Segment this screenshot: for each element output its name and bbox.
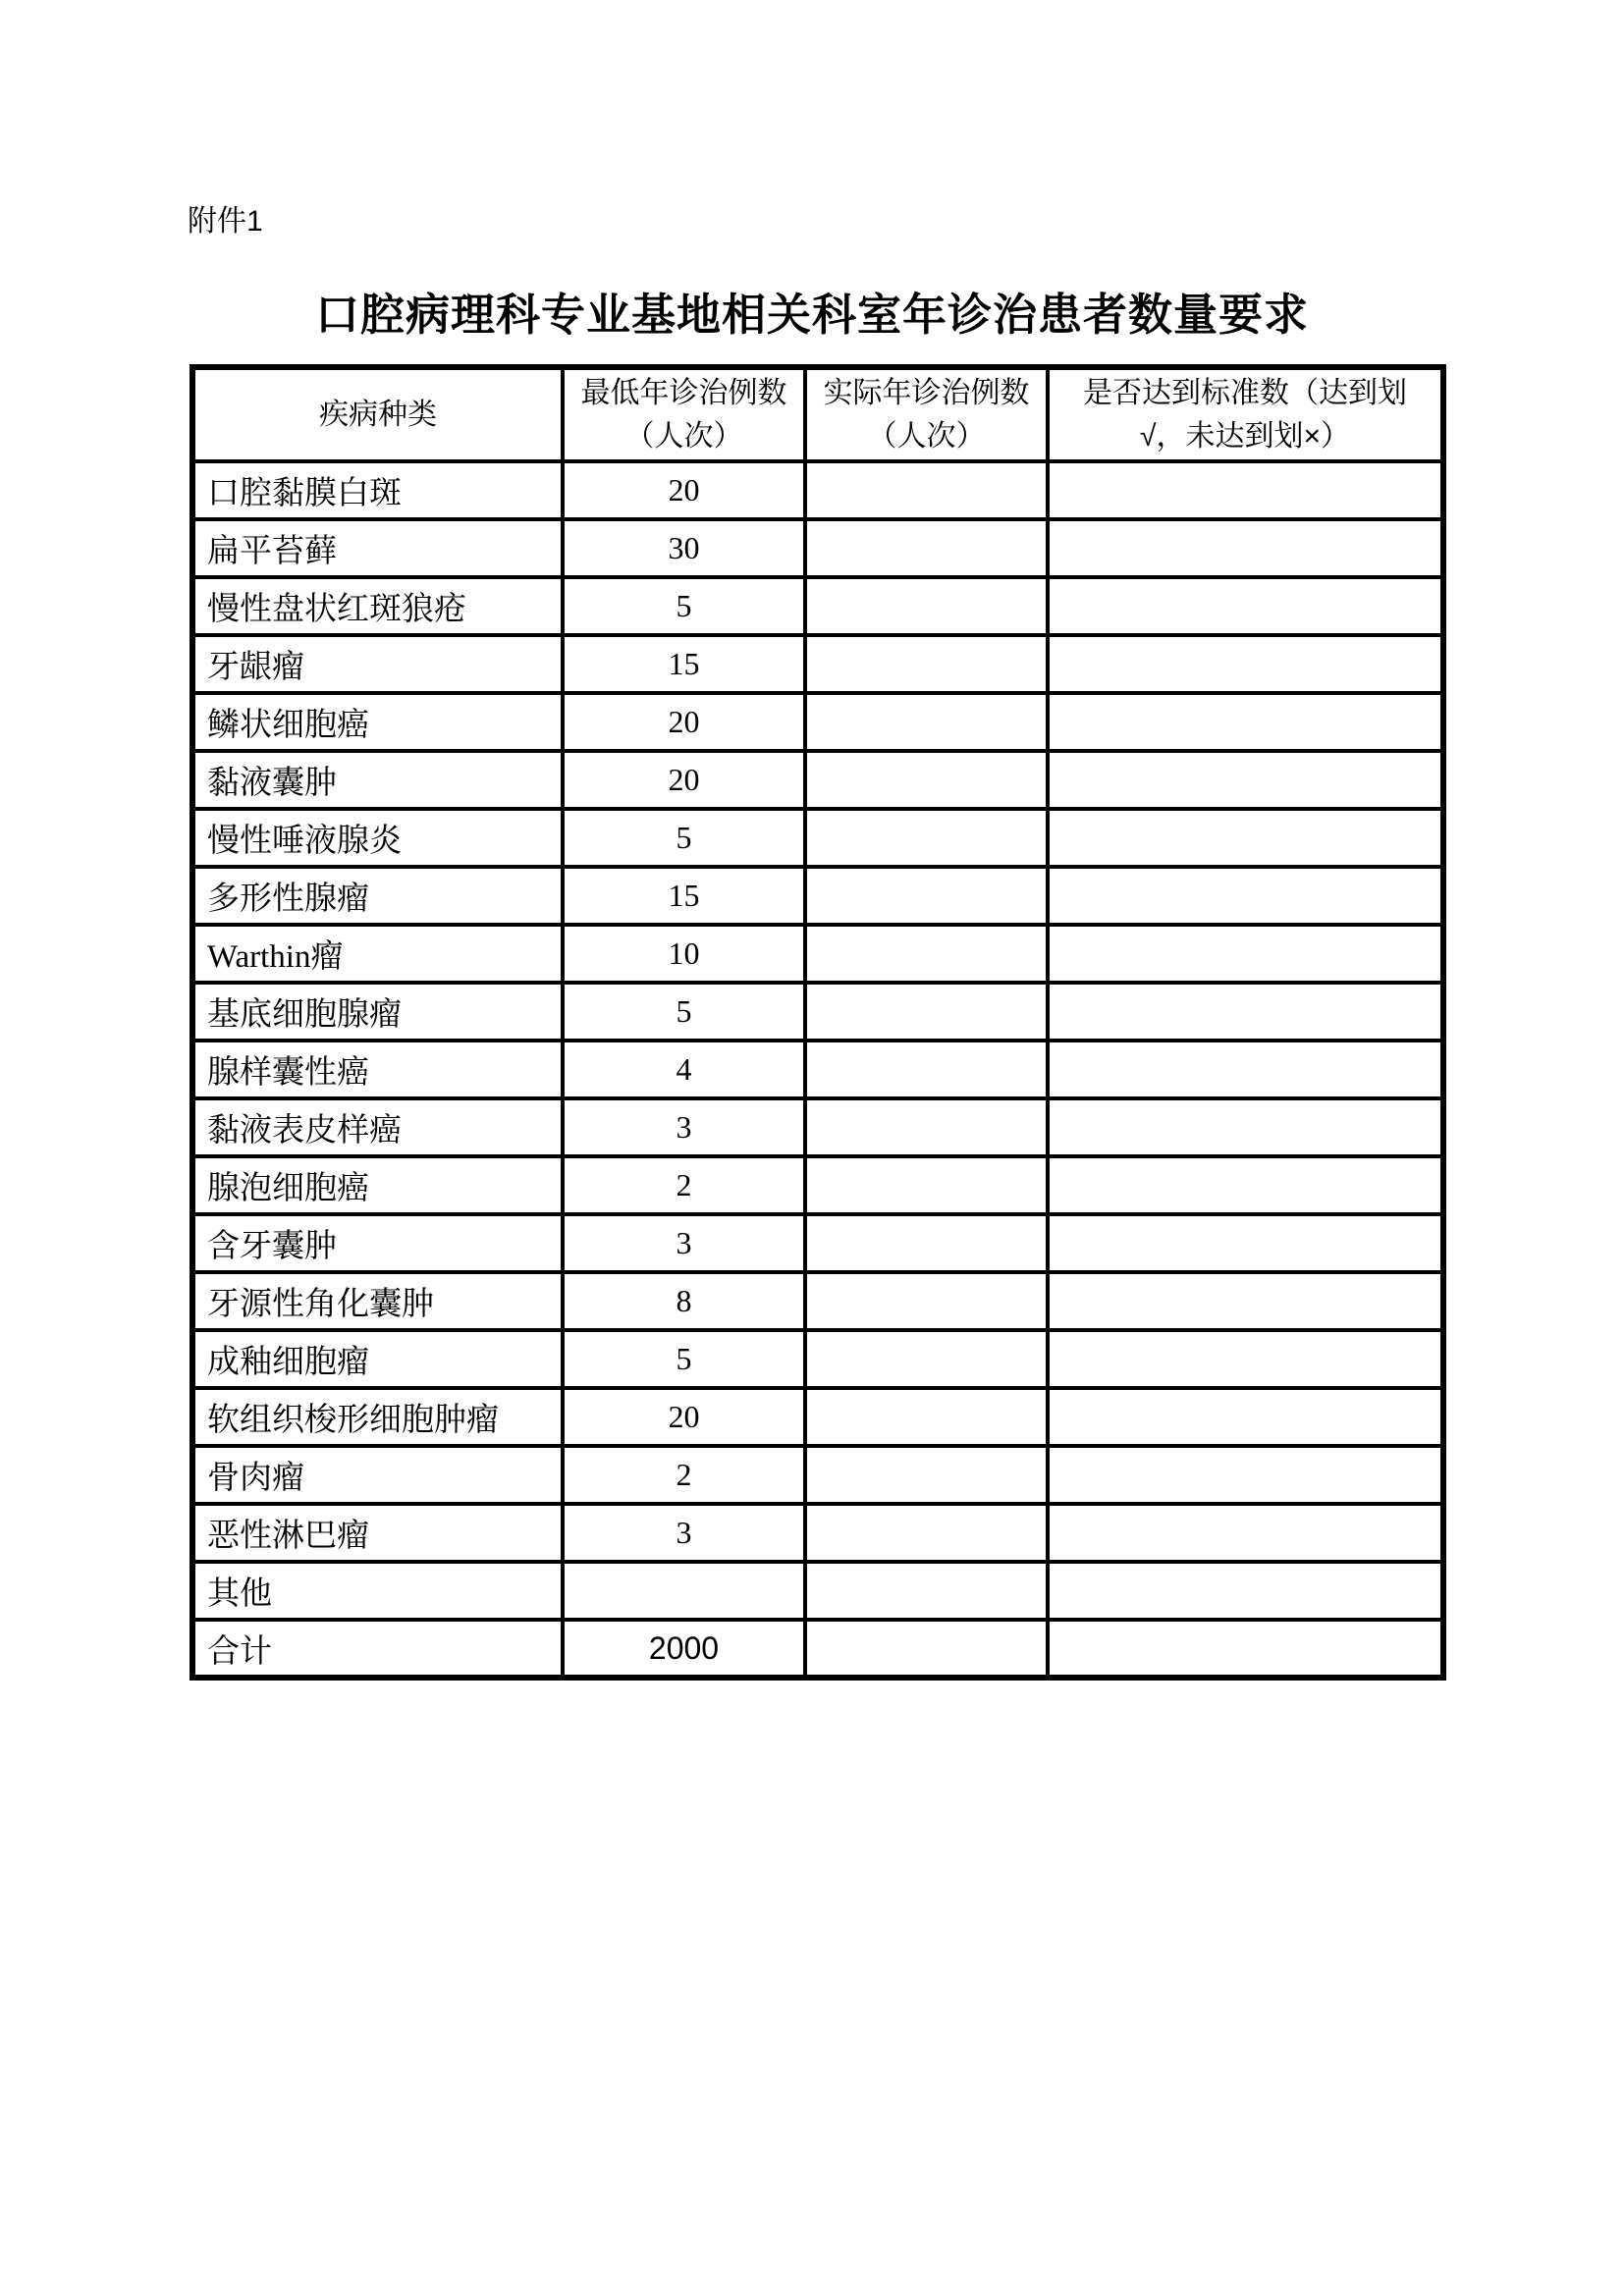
min-cases-cell: 2 bbox=[563, 1156, 805, 1214]
actual-cases-cell bbox=[805, 461, 1048, 519]
min-cases-cell: 10 bbox=[563, 925, 805, 983]
page-title: 口腔病理科专业基地相关科室年诊治患者数量要求 bbox=[314, 291, 1309, 340]
total-standard-met-cell bbox=[1048, 1620, 1443, 1678]
table-row bbox=[192, 1388, 1443, 1446]
table-row bbox=[192, 1504, 1443, 1562]
requirements-table bbox=[189, 364, 1446, 1681]
actual-cases-cell bbox=[805, 1041, 1048, 1098]
disease-cell: 成釉细胞瘤 bbox=[192, 1330, 563, 1388]
actual-cases-cell bbox=[805, 1214, 1048, 1272]
standard-met-cell bbox=[1048, 1504, 1443, 1562]
standard-met-cell bbox=[1048, 809, 1443, 867]
table-row bbox=[192, 519, 1443, 577]
actual-cases-cell bbox=[805, 1446, 1048, 1504]
actual-cases-cell bbox=[805, 867, 1048, 925]
min-cases-cell: 8 bbox=[563, 1272, 805, 1330]
table-row bbox=[192, 1272, 1443, 1330]
disease-cell: 鳞状细胞癌 bbox=[192, 693, 563, 751]
standard-met-cell bbox=[1048, 1446, 1443, 1504]
actual-cases-cell bbox=[805, 635, 1048, 693]
min-cases-cell: 30 bbox=[563, 519, 805, 577]
disease-cell: 其他 bbox=[192, 1562, 563, 1620]
min-cases-cell: 15 bbox=[563, 867, 805, 925]
table-row bbox=[192, 577, 1443, 635]
min-cases-cell: 5 bbox=[563, 809, 805, 867]
disease-cell: 软组织梭形细胞肿瘤 bbox=[192, 1388, 563, 1446]
standard-met-cell bbox=[1048, 1562, 1443, 1620]
min-cases-cell: 4 bbox=[563, 1041, 805, 1098]
min-cases-cell: 5 bbox=[563, 577, 805, 635]
min-cases-cell: 5 bbox=[563, 1330, 805, 1388]
actual-cases-cell bbox=[805, 751, 1048, 809]
header-standard-met: 是否达到标准数（达到划√，未达到划×） bbox=[1048, 367, 1443, 461]
total-label-cell: 合计 bbox=[192, 1620, 563, 1678]
table-row bbox=[192, 809, 1443, 867]
disease-cell: 腺样囊性癌 bbox=[192, 1041, 563, 1098]
disease-cell: 牙源性角化囊肿 bbox=[192, 1272, 563, 1330]
actual-cases-cell bbox=[805, 925, 1048, 983]
min-cases-cell bbox=[563, 1562, 805, 1620]
disease-cell: 扁平苔藓 bbox=[192, 519, 563, 577]
actual-cases-cell bbox=[805, 1098, 1048, 1156]
table-row bbox=[192, 1446, 1443, 1504]
disease-cell: 骨肉瘤 bbox=[192, 1446, 563, 1504]
table-row bbox=[192, 1330, 1443, 1388]
standard-met-cell bbox=[1048, 1041, 1443, 1098]
disease-cell: 腺泡细胞癌 bbox=[192, 1156, 563, 1214]
actual-cases-cell bbox=[805, 809, 1048, 867]
min-cases-cell: 20 bbox=[563, 1388, 805, 1446]
attachment-label: 附件1 bbox=[188, 205, 263, 238]
actual-cases-cell bbox=[805, 577, 1048, 635]
disease-cell: 慢性盘状红斑狼疮 bbox=[192, 577, 563, 635]
disease-cell: Warthin瘤 bbox=[192, 925, 563, 983]
standard-met-cell bbox=[1048, 925, 1443, 983]
table-row bbox=[192, 461, 1443, 519]
standard-met-cell bbox=[1048, 751, 1443, 809]
standard-met-cell bbox=[1048, 693, 1443, 751]
actual-cases-cell bbox=[805, 1562, 1048, 1620]
min-cases-cell: 15 bbox=[563, 635, 805, 693]
table-row bbox=[192, 635, 1443, 693]
actual-cases-cell bbox=[805, 519, 1048, 577]
standard-met-cell bbox=[1048, 867, 1443, 925]
header-disease: 疾病种类 bbox=[192, 367, 563, 461]
min-cases-cell: 20 bbox=[563, 751, 805, 809]
standard-met-cell bbox=[1048, 1388, 1443, 1446]
header-min-cases: 最低年诊治例数（人次） bbox=[563, 367, 805, 461]
table-row bbox=[192, 1041, 1443, 1098]
disease-cell: 黏液囊肿 bbox=[192, 751, 563, 809]
standard-met-cell bbox=[1048, 577, 1443, 635]
disease-cell: 含牙囊肿 bbox=[192, 1214, 563, 1272]
header-actual-cases: 实际年诊治例数（人次） bbox=[805, 367, 1048, 461]
total-actual-cases-cell bbox=[805, 1620, 1048, 1678]
standard-met-cell bbox=[1048, 1330, 1443, 1388]
actual-cases-cell bbox=[805, 983, 1048, 1041]
total-min-cases-cell: 2000 bbox=[563, 1620, 805, 1678]
table-row bbox=[192, 693, 1443, 751]
min-cases-cell: 3 bbox=[563, 1098, 805, 1156]
disease-cell: 基底细胞腺瘤 bbox=[192, 983, 563, 1041]
actual-cases-cell bbox=[805, 1272, 1048, 1330]
total-row bbox=[192, 1620, 1443, 1678]
standard-met-cell bbox=[1048, 1156, 1443, 1214]
actual-cases-cell bbox=[805, 1504, 1048, 1562]
min-cases-cell: 2 bbox=[563, 1446, 805, 1504]
disease-cell: 黏液表皮样癌 bbox=[192, 1098, 563, 1156]
actual-cases-cell bbox=[805, 1388, 1048, 1446]
min-cases-cell: 5 bbox=[563, 983, 805, 1041]
standard-met-cell bbox=[1048, 983, 1443, 1041]
actual-cases-cell bbox=[805, 1156, 1048, 1214]
table-row bbox=[192, 751, 1443, 809]
table-row bbox=[192, 1156, 1443, 1214]
disease-cell: 多形性腺瘤 bbox=[192, 867, 563, 925]
min-cases-cell: 3 bbox=[563, 1504, 805, 1562]
table-row bbox=[192, 1098, 1443, 1156]
table-row bbox=[192, 925, 1443, 983]
standard-met-cell bbox=[1048, 461, 1443, 519]
disease-cell: 恶性淋巴瘤 bbox=[192, 1504, 563, 1562]
standard-met-cell bbox=[1048, 1214, 1443, 1272]
table-row bbox=[192, 867, 1443, 925]
table-header bbox=[192, 367, 1443, 461]
standard-met-cell bbox=[1048, 1098, 1443, 1156]
table-row bbox=[192, 1562, 1443, 1620]
min-cases-cell: 20 bbox=[563, 461, 805, 519]
header-row bbox=[192, 367, 1443, 461]
table-row bbox=[192, 1214, 1443, 1272]
standard-met-cell bbox=[1048, 1272, 1443, 1330]
min-cases-cell: 20 bbox=[563, 693, 805, 751]
standard-met-cell bbox=[1048, 635, 1443, 693]
disease-cell: 口腔黏膜白斑 bbox=[192, 461, 563, 519]
standard-met-cell bbox=[1048, 519, 1443, 577]
table-body bbox=[192, 461, 1443, 1678]
disease-cell: 慢性唾液腺炎 bbox=[192, 809, 563, 867]
disease-cell: 牙龈瘤 bbox=[192, 635, 563, 693]
min-cases-cell: 3 bbox=[563, 1214, 805, 1272]
actual-cases-cell bbox=[805, 693, 1048, 751]
actual-cases-cell bbox=[805, 1330, 1048, 1388]
table-row bbox=[192, 983, 1443, 1041]
